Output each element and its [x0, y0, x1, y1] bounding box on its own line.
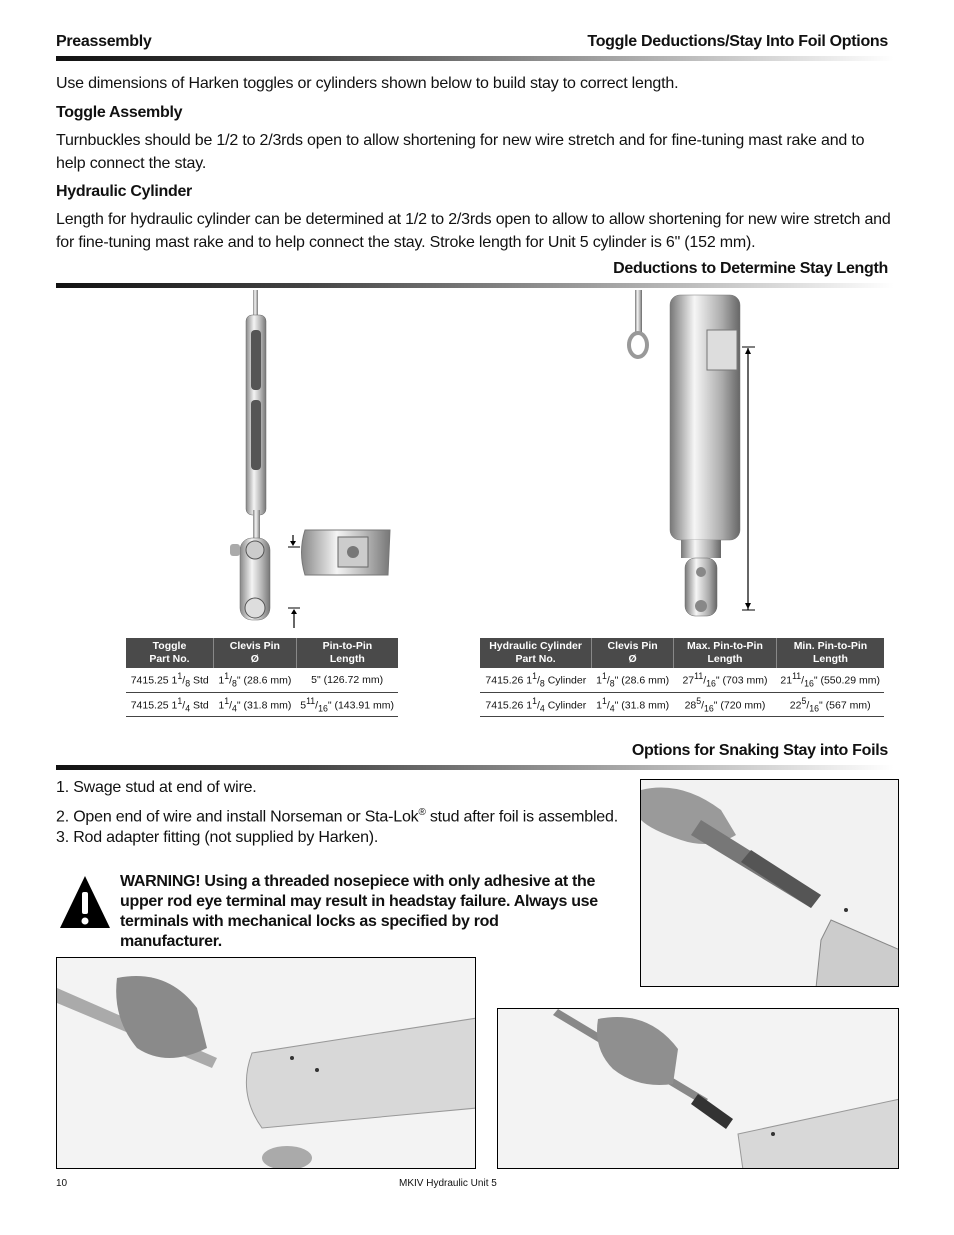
toggle-pin-cell: $1^1/_8$" (28.6 mm)	[213, 668, 296, 692]
cylinder-table-header-pin: Clevis Pin Ø	[592, 638, 674, 668]
section-title-preassembly: Preassembly	[56, 33, 152, 50]
cylinder-table-header-part: Hydraulic Cylinder Part No.	[480, 638, 592, 668]
intro-text: Use dimensions of Harken toggles or cylinders shown below to build stay to correct length.	[56, 75, 679, 92]
step-1: 1. Swage stud at end of wire.	[56, 779, 257, 796]
toggle-part-cell: 7415.25 $1^1/_8$ Std	[126, 668, 213, 692]
step-2: 2. Open end of wire and install Norseman or Sta-Lok® stud after foil is assembled.	[56, 807, 618, 826]
toggle-length-cell: 5" (126.72 mm)	[296, 668, 398, 692]
hydraulic-cylinder-image	[615, 290, 765, 630]
table-row	[126, 692, 398, 717]
cylinder-part-cell: 7415.26 $1^1/_4$ Cylinder	[480, 692, 592, 717]
snaking-heading: Options for Snaking Stay into Foils	[631, 742, 888, 759]
header-rule	[56, 56, 894, 61]
toggle-pin-cell: $1^1/_4$" (31.8 mm)	[213, 692, 296, 717]
hydraulic-cylinder-heading: Hydraulic Cylinder	[56, 183, 192, 200]
cylinder-part-cell: 7415.26 $1^1/_8$ Cylinder	[480, 668, 592, 692]
section-title-toggle-deductions: Toggle Deductions/Stay Into Foil Options	[587, 33, 888, 50]
hydraulic-cylinder-text: Length for hydraulic cylinder can be determined at 1/2 to 2/3rds open to allow to allow shortening for new wire stretch and for fine-tuning mast rake and to help connect the stay. Stroke length for Unit 5 cylinder is 6" (152 mm).	[56, 211, 891, 251]
cylinder-table	[480, 638, 884, 717]
photo-rod-adapter	[497, 1008, 899, 1169]
cylinder-max-cell: $27^{11}/_{16}$" (703 mm)	[674, 668, 777, 692]
cylinder-pin-cell: $1^1/_4$" (31.8 mm)	[592, 692, 674, 717]
cylinder-max-cell: $28^5/_{16}$" (720 mm)	[674, 692, 777, 717]
snaking-rule	[56, 765, 894, 770]
cylinder-pin-cell: $1^1/_8$" (28.6 mm)	[592, 668, 674, 692]
table-row	[480, 668, 884, 692]
cylinder-min-cell: $22^5/_{16}$" (567 mm)	[776, 692, 884, 717]
photo-wire-into-foil	[56, 957, 476, 1169]
table-row	[480, 692, 884, 717]
deductions-heading: Deductions to Determine Stay Length	[613, 260, 888, 277]
warning-icon	[58, 874, 112, 930]
warning-text: WARNING! Using a threaded nosepiece with only adhesive at the upper rod eye terminal may result in headstay failure. Always use terminals with mechanical locks as specified by rod manufacturer.	[120, 873, 598, 950]
toggle-table-header-length: Pin-to-Pin Length	[296, 638, 398, 668]
page-number: 10	[56, 1178, 68, 1189]
cylinder-table-header-min: Min. Pin-to-Pin Length	[776, 638, 884, 668]
cylinder-table-header-max: Max. Pin-to-Pin Length	[674, 638, 777, 668]
toggle-length-cell: $5^{11}/_{16}$" (143.91 mm)	[296, 692, 398, 717]
toggle-table-header-part: Toggle Part No.	[126, 638, 213, 668]
step-3: 3. Rod adapter fitting (not supplied by Harken).	[56, 829, 379, 846]
deductions-rule	[56, 283, 894, 288]
toggle-table	[126, 638, 398, 717]
toggle-part-cell: 7415.25 $1^1/_4$ Std	[126, 692, 213, 717]
cylinder-min-cell: $21^{11}/_{16}$" (550.29 mm)	[776, 668, 884, 692]
toggle-assembly-text: Turnbuckles should be 1/2 to 2/3rds open to allow shortening for new wire stretch and for fine-tuning mast rake and to help connect the stay.	[56, 132, 865, 172]
toggle-assembly-heading: Toggle Assembly	[56, 104, 183, 121]
toggle-image	[210, 290, 400, 630]
photo-rod-into-foil	[640, 779, 899, 987]
document-title: MKIV Hydraulic Unit 5	[399, 1178, 497, 1189]
table-row	[126, 668, 398, 692]
toggle-table-header-pin: Clevis Pin Ø	[213, 638, 296, 668]
